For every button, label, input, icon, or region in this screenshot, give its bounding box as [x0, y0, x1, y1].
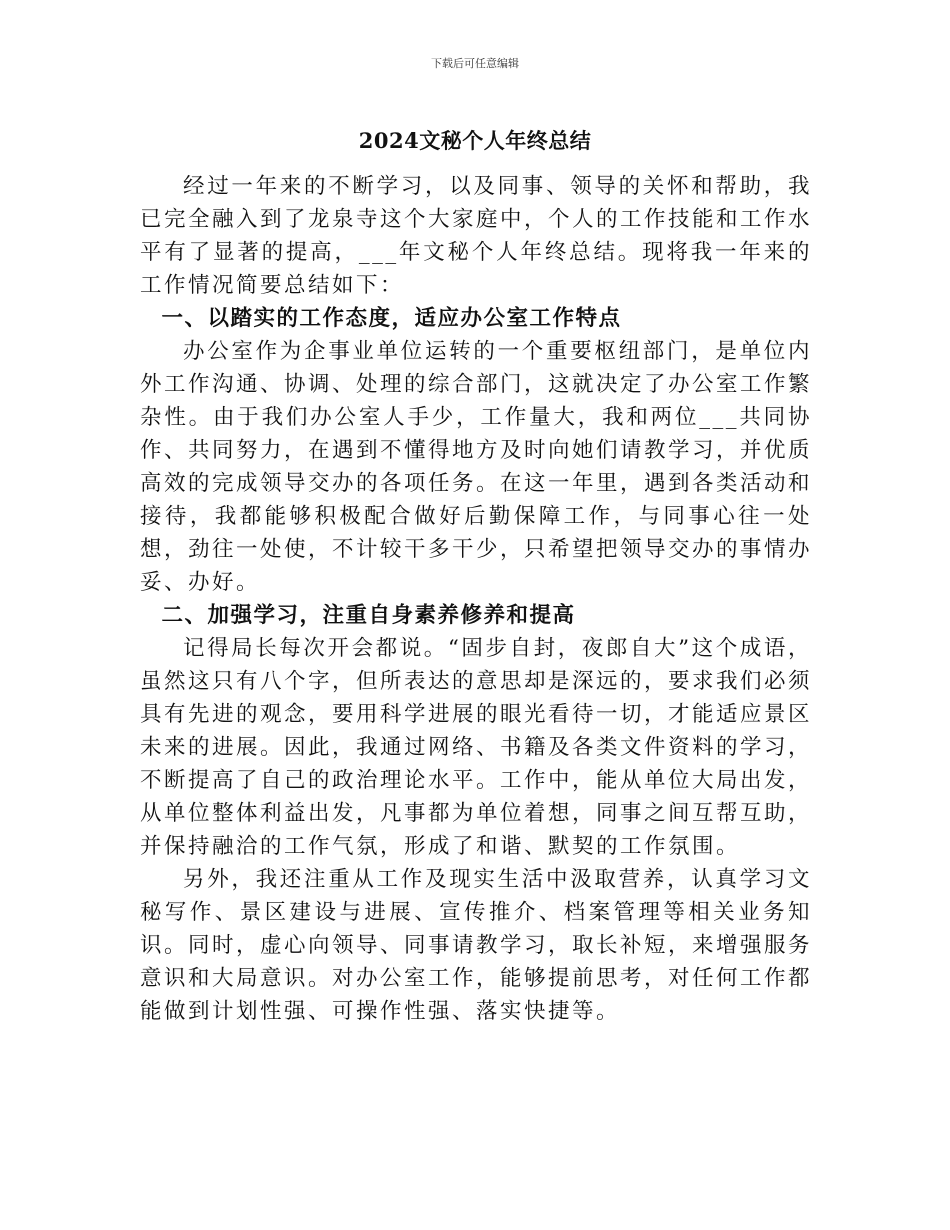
section-heading: 一、以踏实的工作态度，适应办公室工作特点	[161, 306, 622, 331]
body-paragraph: 另外，我还注重从工作及现实生活中汲取营养，认真学习文秘写作、景区建设与进展、宣传推介、档案管理等相关业务知识。同时，虚心向领导、同事请教学习，取长补短，来增强服务意识和大局意识。对办公室工作，能够提前思考，对任何工作都能做到计划性强、可操作性强、落实快捷等。	[140, 867, 813, 1024]
document-title: 2024文秘个人年终总结	[358, 128, 592, 153]
body-paragraph: 经过一年来的不断学习，以及同事、领导的关怀和帮助，我已完全融入到了龙泉寺这个大家庭中，个人的工作技能和工作水平有了显著的提高，___年文秘个人年终总结。现将我一年来的工作情况简要总结如下：	[140, 174, 813, 298]
document-body	[140, 170, 812, 1028]
body-paragraph: 办公室作为企事业单位运转的一个重要枢纽部门，是单位内外工作沟通、协调、处理的综合部门，这就决定了办公室工作繁杂性。由于我们办公室人手少，工作量大，我和两位___共同协作、共同努力，在遇到不懂得地方及时向她们请教学习，并优质高效的完成领导交办的各项任务。在这一年里，遇到各类活动和接待，我都能够积极配合做好后勤保障工作，与同事心往一处想，劲往一处使，不计较干多干少，只希望把领导交办的事情办妥、办好。	[140, 339, 813, 595]
header-note: 下载后可任意编辑	[431, 57, 519, 70]
body-paragraph: 记得局长每次开会都说。“固步自封，夜郎自大”这个成语，虽然这只有八个字，但所表达的意思却是深远的，要求我们必须具有先进的观念，要用科学进展的眼光看待一切，才能适应景区未来的进展。因此，我通过网络、书籍及各类文件资料的学习，不断提高了自己的政治理论水平。工作中，能从单位大局出发，从单位整体利益出发，凡事都为单位着想，同事之间互帮互助，并保持融洽的工作气氛，形成了和谐、默契的工作氛围。	[140, 636, 813, 859]
section-heading: 二、加强学习，注重自身素养修养和提高	[161, 603, 576, 628]
